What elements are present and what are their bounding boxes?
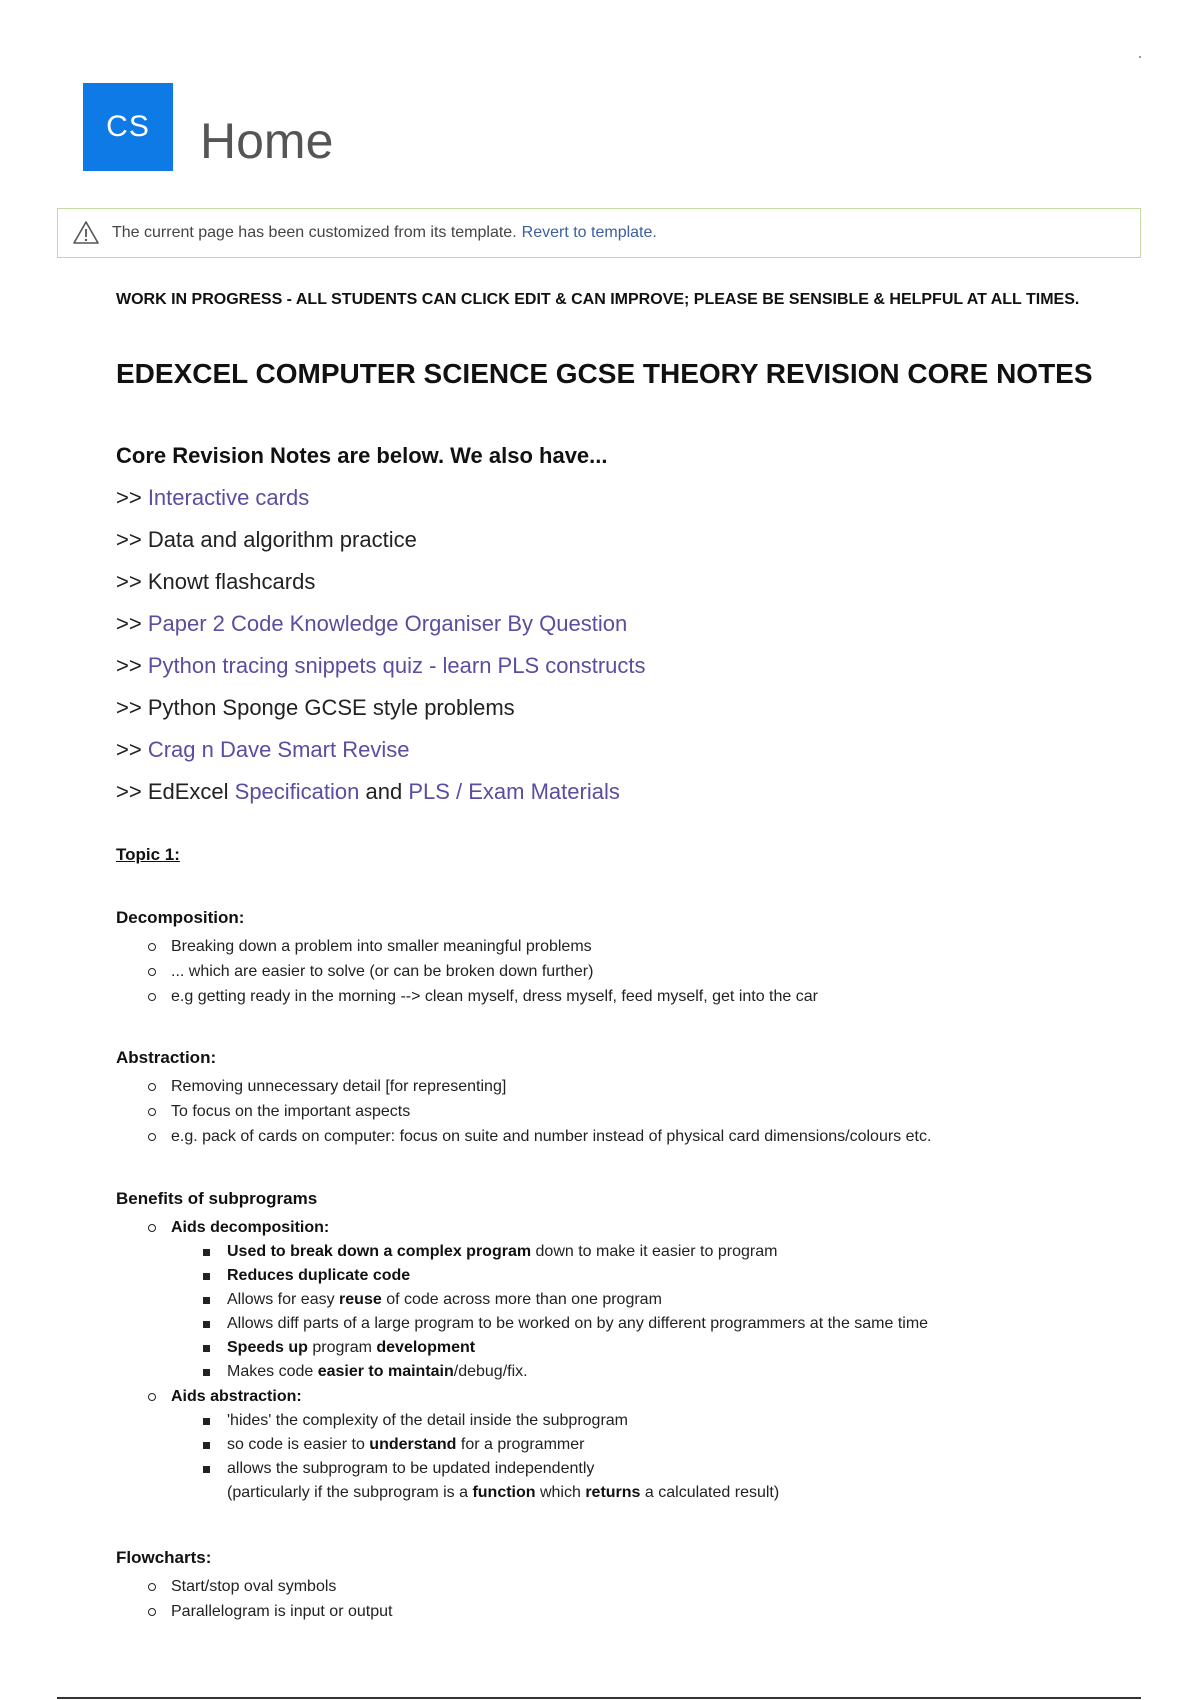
list-item [116,648,646,690]
bold-text: understand [369,1436,457,1453]
notice-message: The current page has been customized from its template. [112,224,517,241]
bold-text: development [376,1339,476,1356]
text: Makes code [227,1363,318,1380]
bold-text: Used to break down a complex program [227,1243,532,1260]
decomposition-heading: Decomposition: [116,908,245,927]
list-item: Breaking down a problem into smaller meaningful problems [116,934,818,959]
wip-banner: WORK IN PROGRESS - ALL STUDENTS CAN CLICK EDIT & CAN IMPROVE; PLEASE BE SENSIBLE & HELPFUL AT ALL TIMES. [116,291,1080,308]
text: program [307,1339,377,1356]
logo-text: CS [106,110,150,143]
bold-text: Reduces duplicate code [227,1267,411,1284]
list-item: 'hides' the complexity of the detail inside the subprogram [116,1409,928,1433]
list-item [116,522,646,564]
specification-link[interactable]: Specification [234,779,360,804]
link-prefix: >> [116,695,148,720]
core-intro: Core Revision Notes are below. We also have... [116,443,608,468]
python-sponge-text: Python Sponge GCSE style problems [147,695,515,720]
list-item [116,1264,928,1288]
decomposition-section [116,908,818,1009]
customization-notice [57,208,1141,258]
abstraction-heading: Abstraction: [116,1048,217,1067]
page-heading: EDEXCEL COMPUTER SCIENCE GCSE THEORY REVISION CORE NOTES [116,358,1093,389]
text: for a programmer [456,1436,585,1453]
list-item: Start/stop oval symbols [116,1574,392,1599]
revert-to-template-link[interactable]: Revert to template. [521,224,657,241]
aids-abstraction-item: Aids abstraction: [116,1384,928,1409]
benefits-section [116,1189,928,1505]
text: (particularly if the subprogram is a [227,1484,473,1501]
link-prefix: >> [116,569,148,594]
paper2-organiser-link[interactable]: Paper 2 Code Knowledge Organiser By Question [147,611,628,636]
list-item [116,564,646,606]
link-prefix: >> [116,653,148,678]
text: /debug/fix. [453,1363,528,1380]
link-prefix: >> [116,737,148,762]
bold-text: returns [585,1484,641,1501]
text: Allows for easy [227,1291,340,1308]
python-tracing-link[interactable]: Python tracing snippets quiz - learn PLS constructs [147,653,646,678]
text: down to make it easier to program [531,1243,778,1260]
list-item [116,1336,928,1360]
pls-exam-materials-link[interactable]: PLS / Exam Materials [408,779,620,804]
crag-dave-link[interactable]: Crag n Dave Smart Revise [147,737,410,762]
benefits-heading: Benefits of subprograms [116,1189,318,1208]
list-item [116,1360,928,1384]
list-item: Allows diff parts of a large program to be worked on by any different programmers at the same time [116,1312,928,1336]
list-item [116,480,646,522]
list-item [116,606,646,648]
list-item-continuation [116,1481,928,1505]
list-item: allows the subprogram to be updated independently [116,1457,928,1481]
and-text: and [359,779,409,804]
text: which [535,1484,586,1501]
list-item: ... which are easier to solve (or can be broken down further) [116,959,818,984]
list-item: e.g. pack of cards on computer: focus on suite and number instead of physical card dimensions/colours etc. [116,1124,931,1149]
bold-text: Speeds up [227,1339,308,1356]
bold-text: function [472,1484,536,1501]
link-prefix: >> [116,611,148,636]
text: a calculated result) [640,1484,780,1501]
list-item [116,1240,928,1264]
decorative-dot [1139,56,1141,58]
bold-text: easier to maintain [317,1363,454,1380]
edexcel-text: EdExcel [147,779,235,804]
list-item [116,690,646,732]
link-prefix: >> [116,485,148,510]
topic-heading: Topic 1: [116,845,180,864]
flowcharts-heading: Flowcharts: [116,1548,212,1567]
flowcharts-section [116,1548,392,1624]
list-item: Parallelogram is input or output [116,1599,392,1624]
list-item [116,1288,928,1312]
bottom-divider [57,1697,1141,1699]
link-prefix: >> [116,527,148,552]
list-item: To focus on the important aspects [116,1099,931,1124]
warning-icon [72,219,100,247]
interactive-cards-link[interactable]: Interactive cards [147,485,310,510]
aids-decomposition-item: Aids decomposition: [116,1215,928,1240]
resource-links [116,480,646,816]
bold-text: reuse [339,1291,382,1308]
list-item [116,732,646,774]
data-algorithm-practice-text: Data and algorithm practice [147,527,417,552]
list-item: e.g getting ready in the morning --> clean myself, dress myself, feed myself, get into the car [116,984,818,1009]
list-item [116,1433,928,1457]
list-item: Removing unnecessary detail [for representing] [116,1074,931,1099]
site-logo[interactable] [83,83,173,171]
list-item [116,774,646,816]
link-prefix: >> [116,779,148,804]
abstraction-section [116,1048,931,1149]
knowt-flashcards-text: Knowt flashcards [147,569,316,594]
text: of code across more than one program [381,1291,662,1308]
page-title: Home [200,113,334,169]
text: so code is easier to [227,1436,370,1453]
